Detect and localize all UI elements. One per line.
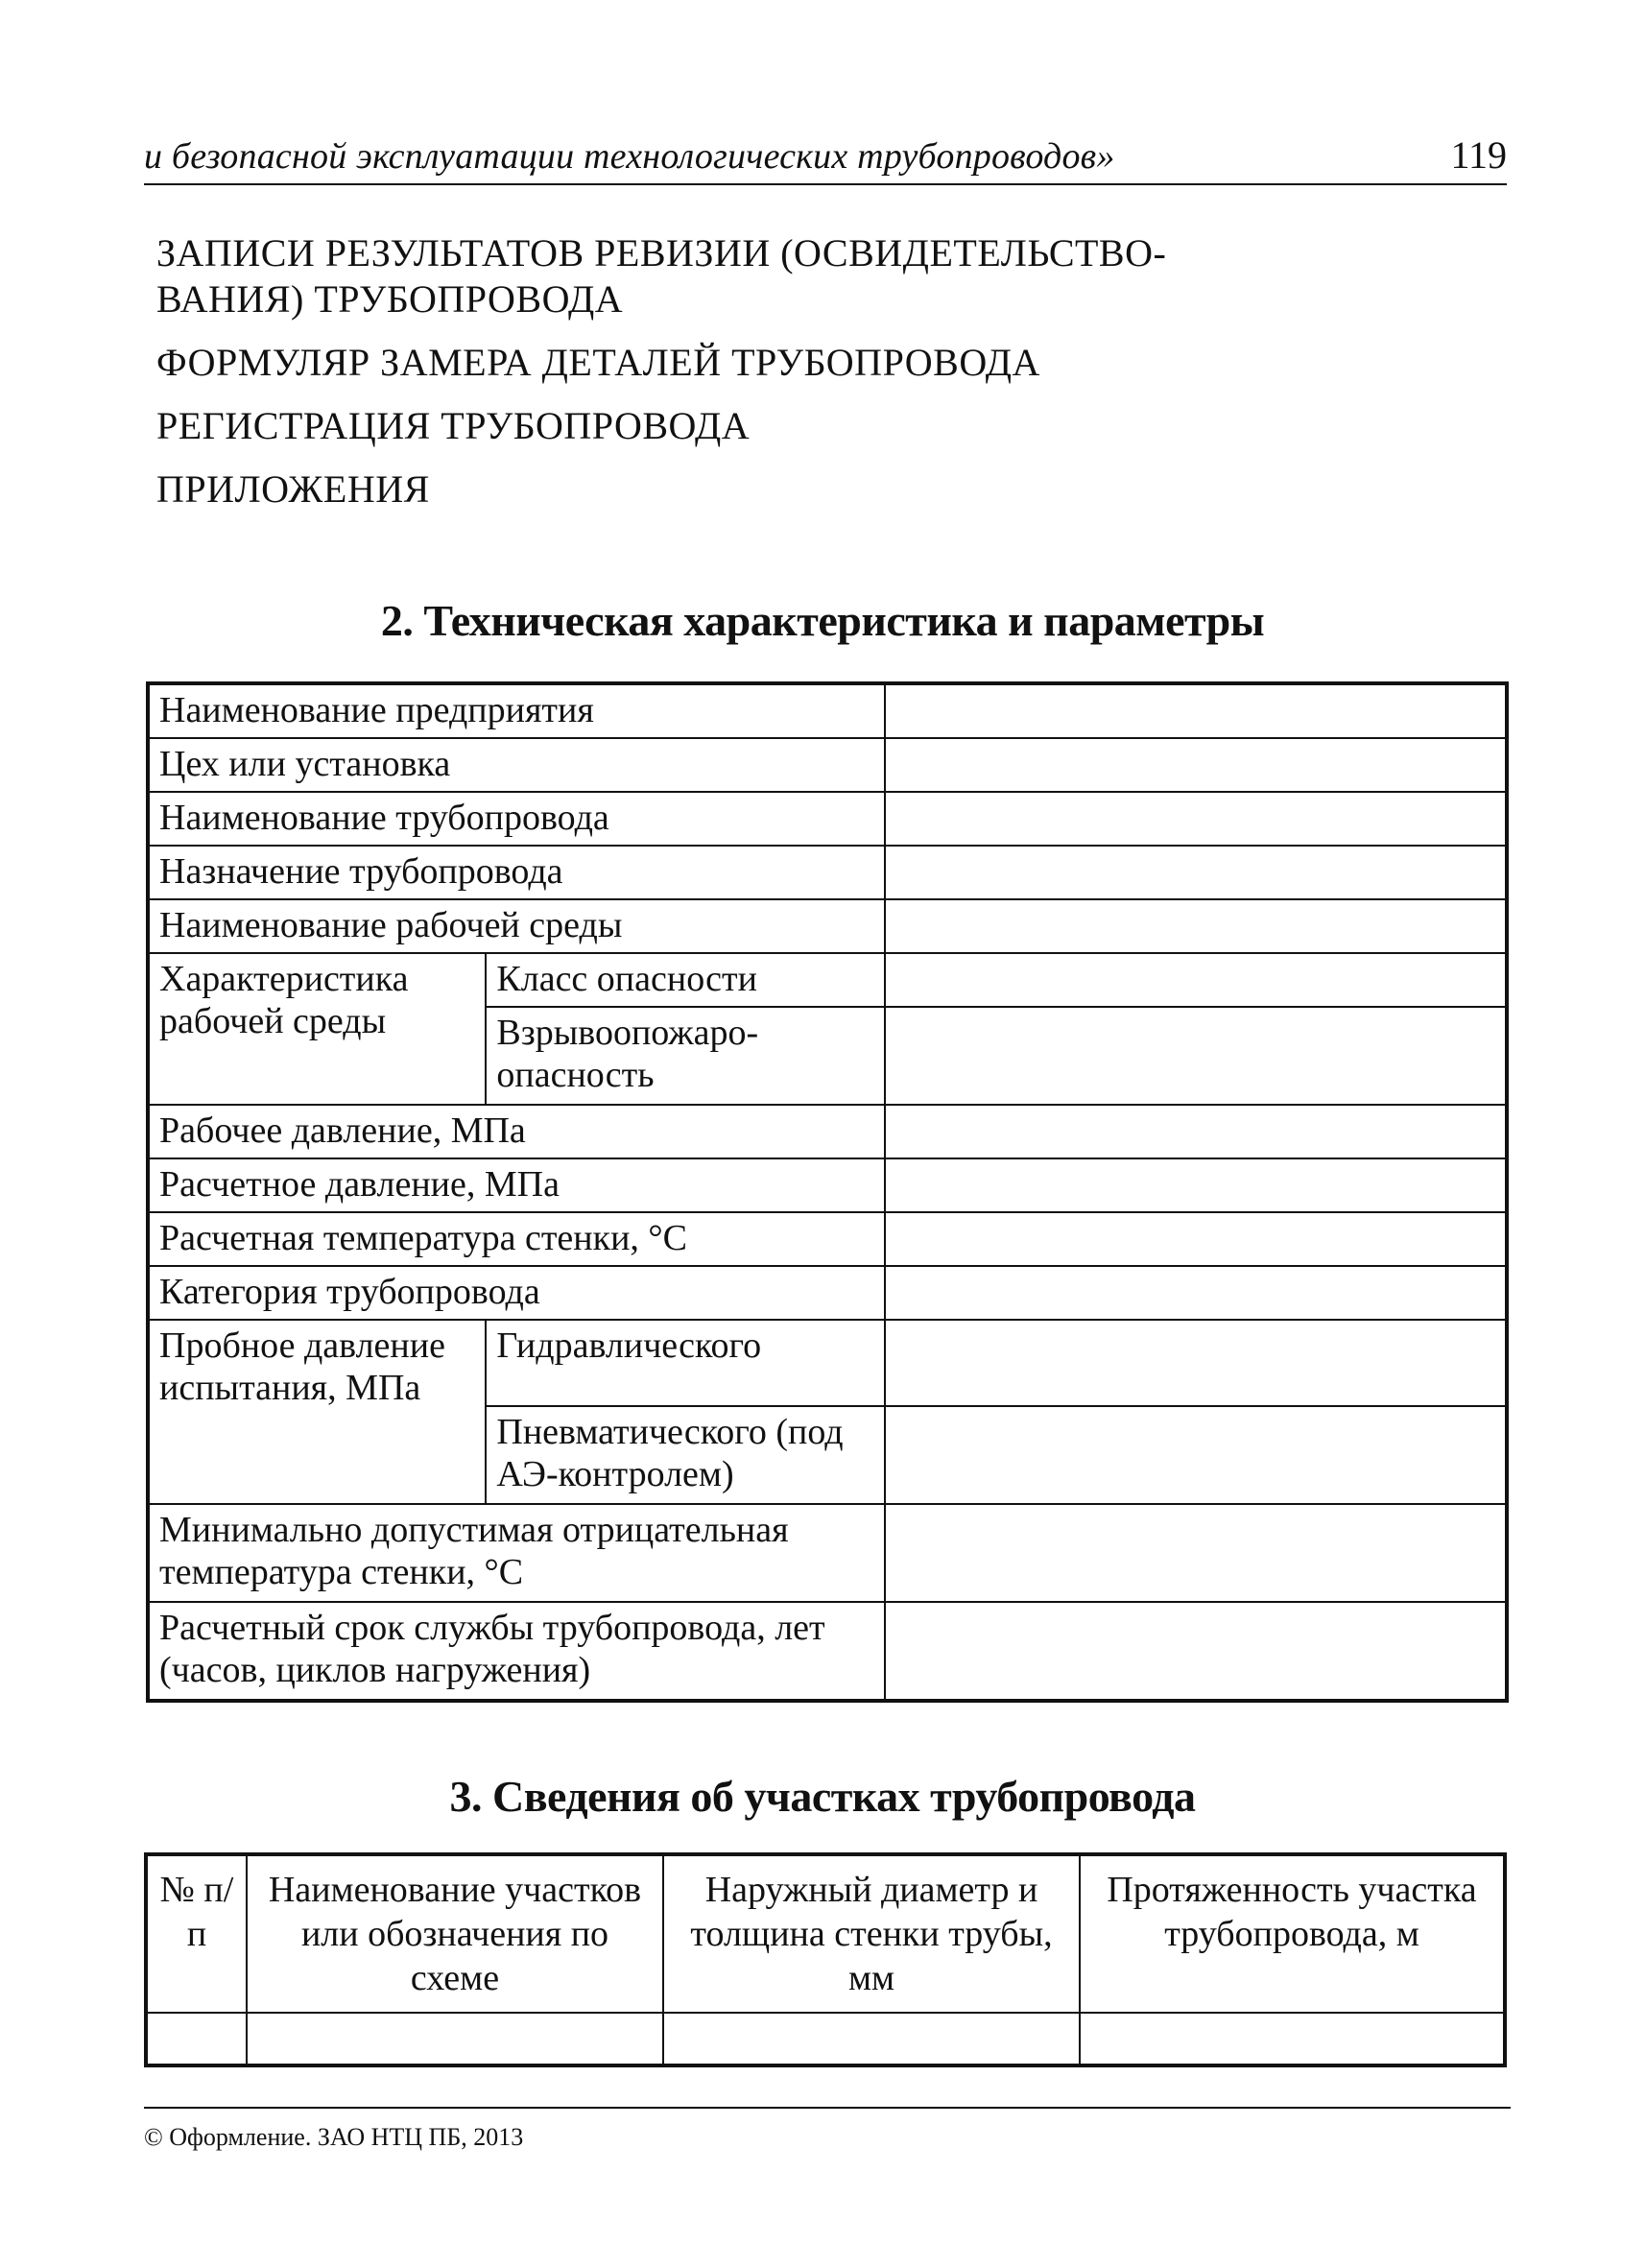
row-value-pneumatic [885,1406,1507,1504]
table-row [148,1212,1507,1266]
row-value-purpose [885,846,1507,899]
row-value-explosion-hazard [885,1007,1507,1105]
row-label-service-life: Расчетный срок службы трубопровода, лет (часов, циклов нагружения) [148,1602,885,1701]
col-header-number: № п/п [146,1854,247,2013]
table-row [148,1266,1507,1320]
table-row [148,953,1507,1007]
contents-entry-revision: ЗАПИСИ РЕЗУЛЬТАТОВ РЕВИЗИИ (ОСВИДЕТЕЛЬСТВО-ВАНИЯ) ТРУБОПРОВОДА [156,231,1167,321]
table-row [148,1320,1507,1406]
table-row [148,738,1507,792]
row-label-medium-name: Наименование рабочей среды [148,899,885,953]
row-value-workshop [885,738,1507,792]
row-label-hazard-class: Класс опасности [486,953,885,1007]
row-label-enterprise: Наименование предприятия [148,683,885,738]
running-head [144,130,1507,185]
row-value-design-temp [885,1212,1507,1266]
tech-characteristics-table [146,681,1509,1703]
running-head-title: и безопасной эксплуатации технологических трубопроводов» [144,136,1115,177]
table-row [148,846,1507,899]
table-row [148,1105,1507,1158]
row-value-hazard-class [885,953,1507,1007]
table-row [148,899,1507,953]
row-label-pneumatic: Пневматического (под АЭ-контролем) [486,1406,885,1504]
table-row [148,1504,1507,1602]
row-label-design-temp: Расчетная температура стенки, °С [148,1212,885,1266]
footer-copyright: © Оформление. ЗАО НТЦ ПБ, 2013 [144,2123,524,2151]
row-value-enterprise [885,683,1507,738]
row-label-explosion-hazard: Взрывоопожаро-опасность [486,1007,885,1105]
row-value-hydraulic [885,1320,1507,1406]
contents-entry-registration: РЕГИСТРАЦИЯ ТРУБОПРОВОДА [156,404,751,447]
contents-entry-measurement: ФОРМУЛЯР ЗАМЕРА ДЕТАЛЕЙ ТРУБОПРОВОДА [156,341,1040,384]
table-header-row [146,1854,1505,2013]
contents-list [156,230,1308,530]
row-value-category [885,1266,1507,1320]
table-row [148,1602,1507,1701]
col-header-diameter: Наружный диаметр и толщина стенки трубы, мм [663,1854,1080,2013]
row-label-purpose: Назначение трубопровода [148,846,885,899]
col-header-section-name: Наименование участков или обозначения по схеме [247,1854,663,2013]
table-row [148,792,1507,846]
row-value-design-pressure [885,1158,1507,1212]
table-row [148,1158,1507,1212]
row-value-service-life [885,1602,1507,1701]
table-row [146,2013,1505,2065]
pipeline-sections-table [144,1852,1507,2067]
row-label-medium-char: Характеристика рабочей среды [148,953,486,1105]
section3-title: 3. Сведения об участках трубопровода [449,1772,1196,1821]
row-value-pipeline-name [885,792,1507,846]
table-row [148,683,1507,738]
row-value-work-pressure [885,1105,1507,1158]
cell-section-name [247,2013,663,2065]
row-label-test-pressure: Пробное давление испытания, МПа [148,1320,486,1504]
row-label-hydraulic: Гидравлического [486,1320,885,1406]
footer-divider [144,2107,1511,2109]
cell-number [146,2013,247,2065]
row-label-category: Категория трубопровода [148,1266,885,1320]
row-label-pipeline-name: Наименование трубопровода [148,792,885,846]
row-label-min-temp: Минимально допустимая отрицательная температура стенки, °С [148,1504,885,1602]
row-value-medium-name [885,899,1507,953]
col-header-length: Протяженность участка трубопровода, м [1080,1854,1505,2013]
cell-diameter [663,2013,1080,2065]
row-label-work-pressure: Рабочее давление, МПа [148,1105,885,1158]
cell-length [1080,2013,1505,2065]
page-number: 119 [1450,133,1507,177]
row-label-workshop: Цех или установка [148,738,885,792]
contents-entry-appendices: ПРИЛОЖЕНИЯ [156,467,430,511]
section2-title: 2. Техническая характеристика и параметры [380,596,1265,645]
row-value-min-temp [885,1504,1507,1602]
row-label-design-pressure: Расчетное давление, МПа [148,1158,885,1212]
